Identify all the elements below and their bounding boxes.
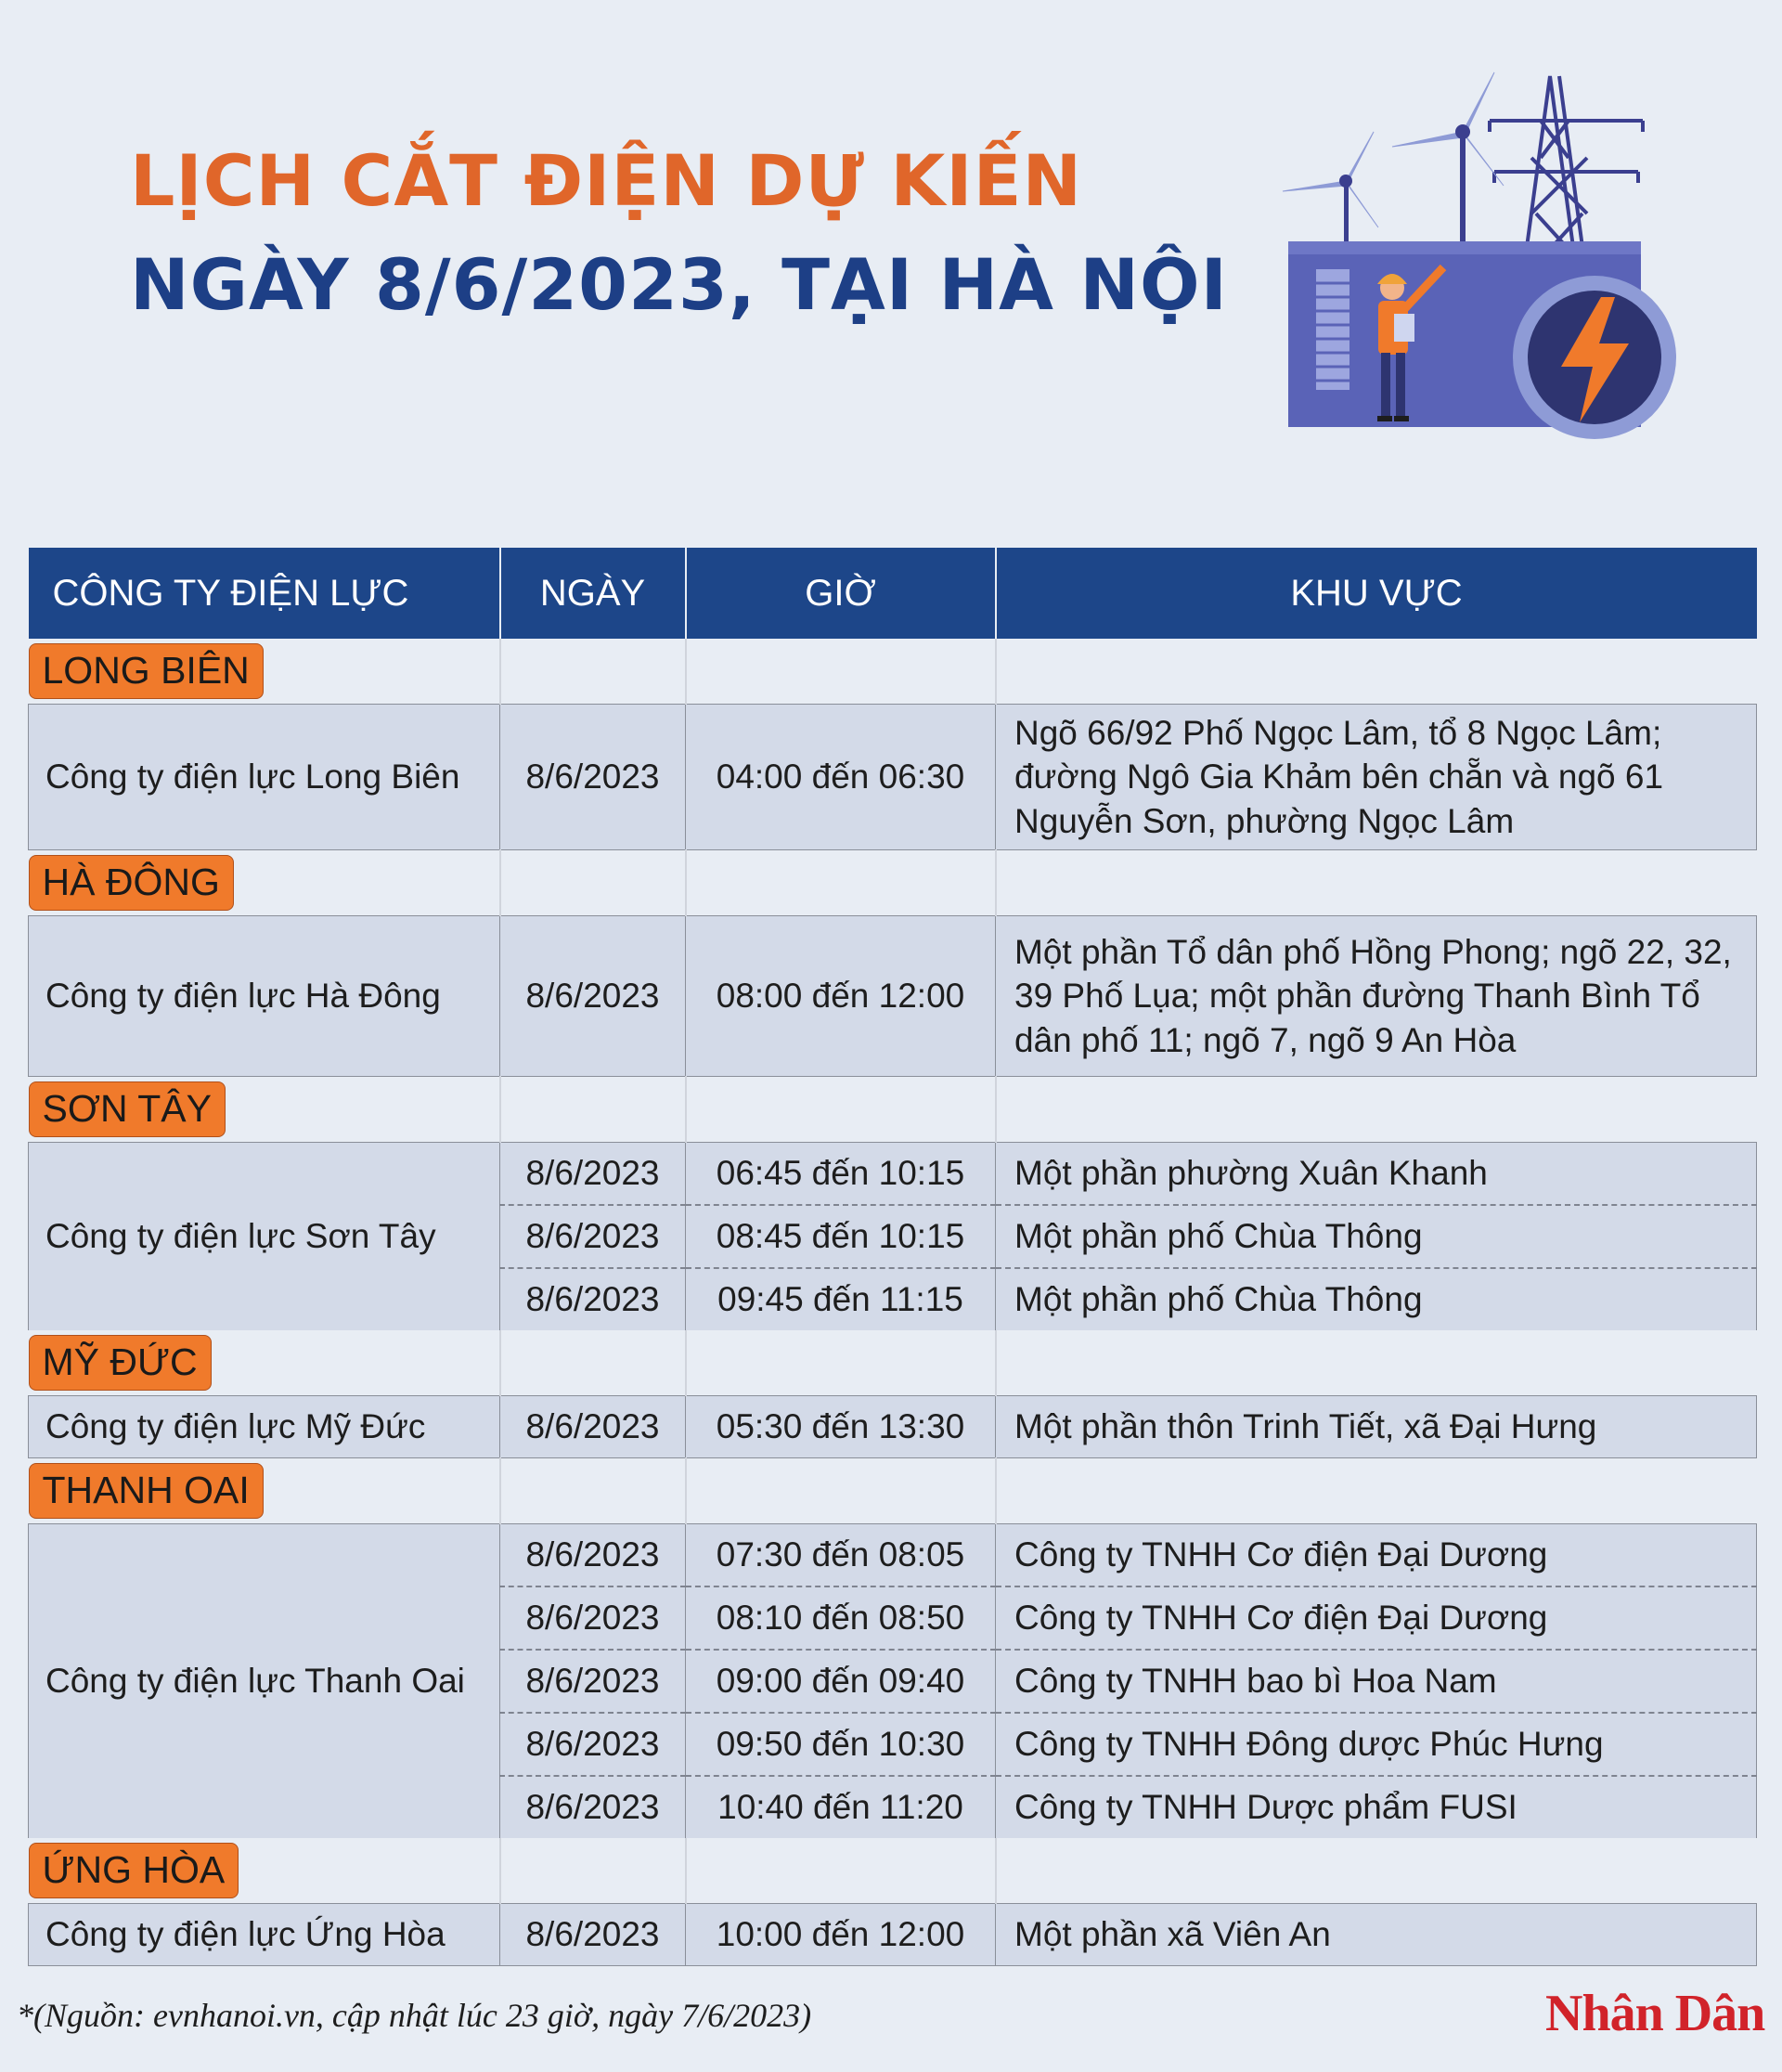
company-cell: Công ty điện lực Thanh Oai [29,1524,500,1839]
time-cell: 09:45 đến 11:15 [686,1268,996,1330]
date-cell: 8/6/2023 [500,1524,686,1587]
power-cut-table [28,548,1756,1966]
time-cell: 09:00 đến 09:40 [686,1650,996,1713]
date-cell: 8/6/2023 [500,1205,686,1268]
date-cell: 8/6/2023 [500,916,686,1077]
area-cell: Một phần phố Chùa Thông [996,1205,1757,1268]
time-cell: 09:50 đến 10:30 [686,1713,996,1776]
date-cell: 8/6/2023 [500,1143,686,1206]
time-cell: 08:45 đến 10:15 [686,1205,996,1268]
section-row [29,1458,1757,1524]
time-cell: 06:45 đến 10:15 [686,1143,996,1206]
area-cell: Một phần thôn Trinh Tiết, xã Đại Hưng [996,1396,1757,1458]
section-row [29,1838,1757,1904]
section-badge: MỸ ĐỨC [29,1335,212,1390]
date-cell: 8/6/2023 [500,1776,686,1838]
nhan-dan-logo: Nhân Dân [1545,1985,1765,2042]
time-cell: 10:00 đến 12:00 [686,1904,996,1966]
header-date: NGÀY [500,548,686,639]
date-cell: 8/6/2023 [500,1904,686,1966]
header-area: KHU VỰC [996,548,1757,639]
section-row [29,850,1757,916]
area-cell: Một phần Tổ dân phố Hồng Phong; ngõ 22, 32, 39 Phố Lụa; một phần đường Thanh Bình Tổ dân phố 11; ngõ 7, ngõ 9 An Hòa [996,916,1757,1077]
date-cell: 8/6/2023 [500,1268,686,1330]
section-badge: LONG BIÊN [29,643,264,698]
page-title-line1: LỊCH CẮT ĐIỆN DỰ KIẾN [130,139,1083,222]
area-cell: Công ty TNHH bao bì Hoa Nam [996,1650,1757,1713]
company-cell: Công ty điện lực Sơn Tây [29,1143,500,1331]
table-row [29,916,1757,1077]
area-cell: Một phần xã Viên An [996,1904,1757,1966]
table-row [29,1396,1757,1458]
table-row [29,1143,1757,1206]
time-cell: 04:00 đến 06:30 [686,705,996,850]
section-badge: SƠN TÂY [29,1081,226,1136]
area-cell: Công ty TNHH Đông dược Phúc Hưng [996,1713,1757,1776]
company-cell: Công ty điện lực Long Biên [29,705,500,850]
company-cell: Công ty điện lực Ứng Hòa [29,1904,500,1966]
table-row [29,1904,1757,1966]
header-company: CÔNG TY ĐIỆN LỰC [29,548,500,639]
section-row [29,639,1757,705]
power-infrastructure-illustration [1281,65,1689,455]
company-cell: Công ty điện lực Mỹ Đức [29,1396,500,1458]
section-badge: ỨNG HÒA [29,1843,239,1897]
company-cell: Công ty điện lực Hà Đông [29,916,500,1077]
time-cell: 07:30 đến 08:05 [686,1524,996,1587]
time-cell: 10:40 đến 11:20 [686,1776,996,1838]
table-row [29,705,1757,850]
date-cell: 8/6/2023 [500,1650,686,1713]
header-time: GIỜ [686,548,996,639]
area-cell: Một phần phường Xuân Khanh [996,1143,1757,1206]
area-cell: Công ty TNHH Dược phẩm FUSI [996,1776,1757,1838]
source-note: *(Nguồn: evnhanoi.vn, cập nhật lúc 23 giờ, ngày 7/6/2023) [17,1997,812,2034]
section-row [29,1330,1757,1396]
table-header-row [29,548,1757,639]
section-row [29,1077,1757,1143]
time-cell: 08:10 đến 08:50 [686,1586,996,1650]
section-badge: HÀ ĐÔNG [29,855,234,910]
area-cell: Một phần phố Chùa Thông [996,1268,1757,1330]
lightning-bolt-icon [1513,276,1676,439]
page-title-line2: NGÀY 8/6/2023, TẠI HÀ NỘI [130,243,1228,326]
date-cell: 8/6/2023 [500,1586,686,1650]
section-badge: THANH OAI [29,1463,264,1518]
date-cell: 8/6/2023 [500,705,686,850]
area-cell: Công ty TNHH Cơ điện Đại Dương [996,1586,1757,1650]
time-cell: 08:00 đến 12:00 [686,916,996,1077]
table-row [29,1524,1757,1587]
area-cell: Công ty TNHH Cơ điện Đại Dương [996,1524,1757,1587]
date-cell: 8/6/2023 [500,1713,686,1776]
time-cell: 05:30 đến 13:30 [686,1396,996,1458]
area-cell: Ngõ 66/92 Phố Ngọc Lâm, tổ 8 Ngọc Lâm; đường Ngô Gia Khảm bên chẵn và ngõ 61 Nguyễn Sơn, phường Ngọc Lâm [996,705,1757,850]
date-cell: 8/6/2023 [500,1396,686,1458]
